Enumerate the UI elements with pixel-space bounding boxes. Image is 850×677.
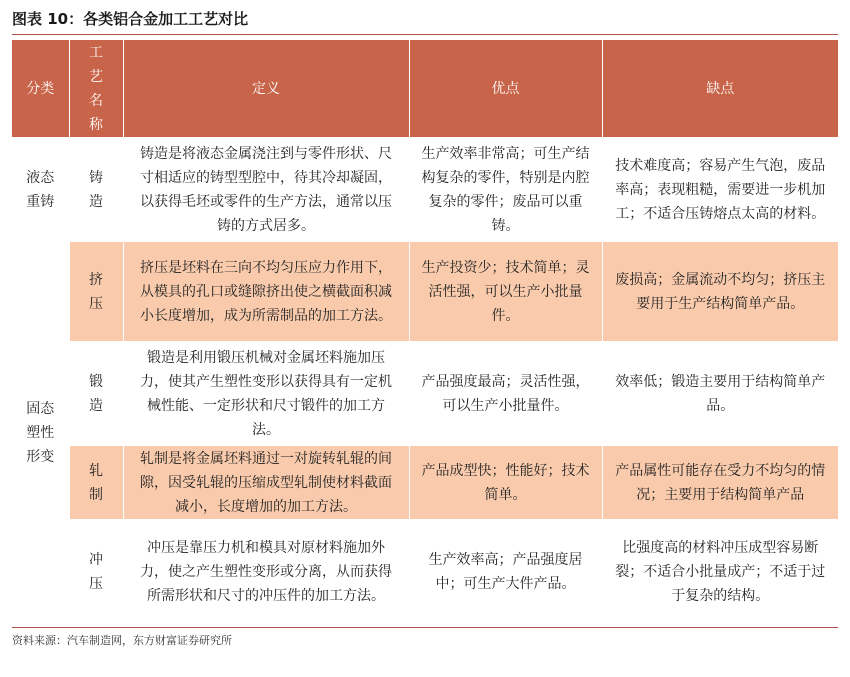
definition-cell: 轧制是将金属坯料通过一对旋转轧辊的间隙，因受轧辊的压缩成型轧制使材料截面减小，长度增加的加工方法。 [123, 446, 409, 520]
advantages-cell: 生产投资少；技术简单；灵活性强，可以生产小批量件。 [409, 242, 602, 342]
header-definition: 定义 [123, 40, 409, 138]
process-label: 压 [89, 295, 103, 312]
advantages-cell: 产品成型快；性能好；技术简单。 [409, 446, 602, 520]
definition-cell: 挤压是坯料在三向不均匀压应力作用下，从模具的孔口或缝隙挤出使之横截面积减小长度增加，成为所需制品的加工方法。 [123, 242, 409, 342]
header-process-char: 艺 [89, 68, 103, 85]
category-label: 液态 [26, 169, 55, 186]
header-process-char: 名 [89, 92, 103, 109]
advantages-cell: 产品强度最高；灵活性强，可以生产小批量件。 [409, 342, 602, 446]
footer-rule [12, 627, 838, 628]
category-cell [12, 138, 69, 242]
process-label: 轧 [89, 462, 103, 479]
header-category: 分类 [12, 40, 69, 138]
process-cell [69, 242, 123, 342]
process-label: 造 [89, 397, 103, 414]
category-label: 固态 [26, 400, 55, 417]
process-label: 造 [89, 193, 103, 210]
header-process-char: 称 [89, 116, 103, 133]
table-row [12, 242, 838, 342]
table-row [12, 138, 838, 242]
table-row [12, 342, 838, 446]
figure-title: 图表 10：各类铝合金加工工艺对比 [12, 10, 249, 28]
definition-cell: 冲压是靠压力机和模具对原材料施加外力，使之产生塑性变形或分离，从而获得所需形状和尺寸的冲压件的加工方法。 [123, 520, 409, 624]
header-disadvantages: 缺点 [602, 40, 838, 138]
header-process-char: 工 [89, 44, 103, 61]
process-cell [69, 520, 123, 624]
process-label: 铸 [89, 169, 103, 186]
table-row [12, 446, 838, 520]
title-rule [12, 34, 838, 35]
category-label: 形变 [26, 448, 55, 465]
category-label: 重铸 [26, 193, 55, 210]
advantages-cell: 生产效率非常高；可生产结构复杂的零件，特别是内腔复杂的零件；废品可以重铸。 [409, 138, 602, 242]
process-label: 挤 [89, 271, 103, 288]
header-process [69, 40, 123, 138]
process-cell [69, 342, 123, 446]
definition-cell: 铸造是将液态金属浇注到与零件形状、尺寸相适应的铸型型腔中，待其冷却凝固，以获得毛坯或零件的生产方法，通常以压铸的方式居多。 [123, 138, 409, 242]
table-header-row [12, 40, 838, 138]
disadvantages-cell: 产品属性可能存在受力不均匀的情况；主要用于结构简单产品 [602, 446, 838, 520]
category-cell [12, 242, 69, 624]
process-label: 制 [89, 486, 103, 503]
process-label: 锻 [89, 373, 103, 390]
comparison-table [12, 40, 838, 624]
process-label: 冲 [89, 551, 103, 568]
disadvantages-cell: 效率低；锻造主要用于结构简单产品。 [602, 342, 838, 446]
process-cell [69, 138, 123, 242]
advantages-cell: 生产效率高；产品强度居中；可生产大件产品。 [409, 520, 602, 624]
header-advantages: 优点 [409, 40, 602, 138]
process-label: 压 [89, 575, 103, 592]
process-cell [69, 446, 123, 520]
disadvantages-cell: 废损高；金属流动不均匀；挤压主要用于生产结构简单产品。 [602, 242, 838, 342]
source-note: 资料来源：汽车制造网，东方财富证券研究所 [12, 634, 232, 647]
table-row [12, 520, 838, 624]
disadvantages-cell: 技术难度高；容易产生气泡，废品率高；表现粗糙，需要进一步机加工；不适合压铸熔点太高的材料。 [602, 138, 838, 242]
category-label: 塑性 [26, 424, 55, 441]
disadvantages-cell: 比强度高的材料冲压成型容易断裂；不适合小批量成产；不适于过于复杂的结构。 [602, 520, 838, 624]
definition-cell: 锻造是利用锻压机械对金属坯料施加压力，使其产生塑性变形以获得具有一定机械性能、一定形状和尺寸锻件的加工方法。 [123, 342, 409, 446]
